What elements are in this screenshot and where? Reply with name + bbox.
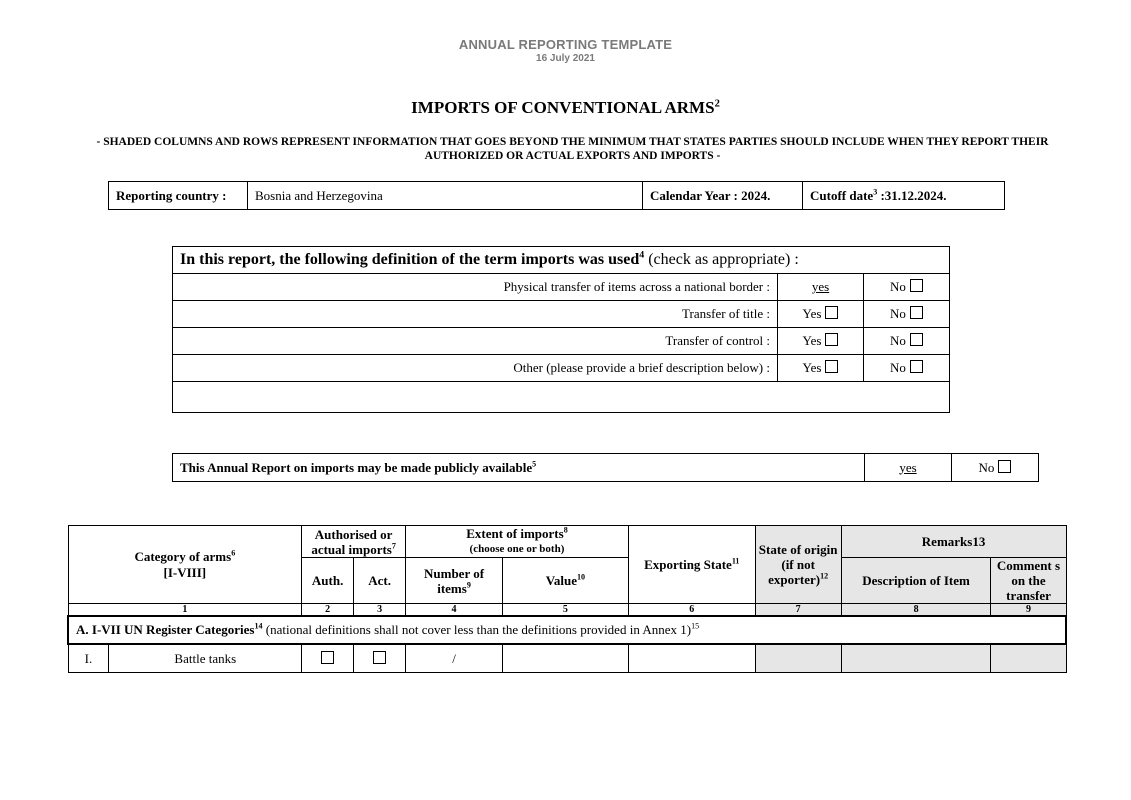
column-number: 6 <box>628 604 755 617</box>
column-number: 4 <box>406 604 503 617</box>
template-title: ANNUAL REPORTING TEMPLATE <box>458 37 673 52</box>
reporting-info-table <box>108 181 1005 210</box>
column-number: 2 <box>302 604 354 617</box>
public-no-checkbox[interactable]: No <box>952 454 1039 482</box>
column-number: 1 <box>68 604 302 617</box>
row-category-name: Battle tanks <box>109 644 302 673</box>
subtitle: - SHADED COLUMNS AND ROWS REPRESENT INFORMATION THAT GOES BEYOND THE MINIMUM THAT STATES PARTIES SHOULD INCLUDE WHEN THEY REPORT THEIR AUTHORIZED OR ACTUAL EXPORTS AND IMPORTS - <box>96 136 1049 162</box>
row-roman: I. <box>68 644 109 673</box>
act-checkbox-cell[interactable] <box>354 644 406 673</box>
checkbox-icon[interactable] <box>321 651 334 664</box>
checkbox-icon[interactable] <box>910 279 923 292</box>
column-number: 3 <box>354 604 406 617</box>
public-label: This Annual Report on imports may be made publicly available$^5$ <box>173 454 865 482</box>
definition-no-checkbox[interactable]: No <box>864 328 950 355</box>
definition-yes-checkbox[interactable]: Yes <box>778 301 864 328</box>
checkbox-icon[interactable] <box>373 651 386 664</box>
number-items-header: Number of items$^9$ <box>406 558 503 604</box>
checkbox-icon[interactable] <box>825 306 838 319</box>
value-cell[interactable] <box>502 644 628 673</box>
extent-header: Extent of imports$^8$ (choose one or both) <box>406 526 629 558</box>
public-yes-checked[interactable]: yes <box>865 454 952 482</box>
definition-row-label: Physical transfer of items across a national border : <box>173 274 778 301</box>
calendar-year[interactable]: Calendar Year : 2024. <box>643 182 803 210</box>
definition-yes-checkbox[interactable]: Yes <box>778 328 864 355</box>
number-items-cell[interactable]: / <box>406 644 503 673</box>
definition-row-label: Other (please provide a brief description below) : <box>173 355 778 382</box>
checkbox-icon[interactable] <box>998 460 1011 473</box>
country-value[interactable]: Bosnia and Herzegovina <box>248 182 643 210</box>
auth-header: Authorised or actual imports$^7$ <box>302 526 406 558</box>
description-cell[interactable] <box>841 644 991 673</box>
definition-no-checkbox[interactable]: No <box>864 301 950 328</box>
exporting-state-cell[interactable] <box>628 644 755 673</box>
comments-cell[interactable] <box>991 644 1066 673</box>
auth-checkbox-cell[interactable] <box>302 644 354 673</box>
checkbox-icon[interactable] <box>910 306 923 319</box>
act-column-header: Act. <box>354 558 406 604</box>
public-availability-table <box>172 453 1039 482</box>
auth-column-header: Auth. <box>302 558 354 604</box>
table-row <box>68 644 1066 673</box>
cutoff-date[interactable]: Cutoff date$^3$ :31.12.2024. <box>803 182 1005 210</box>
imports-table <box>67 525 1067 673</box>
column-number: 5 <box>502 604 628 617</box>
origin-header: State of origin (if not exporter)$^{12}$ <box>755 526 841 604</box>
comments-header: Comment s on the transfer <box>991 558 1066 604</box>
remarks-header: Remarks13 <box>841 526 1066 558</box>
section-a-header: A. I-VII UN Register Categories$^{14}$ (national definitions shall not cover less than the definitions provided in Annex 1)$^{15}$ <box>68 616 1066 644</box>
description-header: Description of Item <box>841 558 991 604</box>
template-date: 16 July 2021 <box>536 53 595 64</box>
checkbox-icon[interactable] <box>910 333 923 346</box>
definition-yes-checked[interactable]: yes <box>778 274 864 301</box>
page-title: IMPORTS OF CONVENTIONAL ARMS$^2$ <box>411 98 720 117</box>
definition-row-label: Transfer of title : <box>173 301 778 328</box>
checkbox-icon[interactable] <box>910 360 923 373</box>
column-number: 8 <box>841 604 991 617</box>
value-header: Value$^{10}$ <box>502 558 628 604</box>
column-number: 9 <box>991 604 1066 617</box>
checkbox-icon[interactable] <box>825 360 838 373</box>
definition-table <box>172 246 950 413</box>
definition-heading: In this report, the following definition of the term imports was used$^4$ (check as appropriate) : <box>173 247 950 274</box>
country-label: Reporting country : <box>109 182 248 210</box>
column-number: 7 <box>755 604 841 617</box>
definition-row-label: Transfer of control : <box>173 328 778 355</box>
definition-no-checkbox[interactable]: No <box>864 355 950 382</box>
definition-no-checkbox[interactable]: No <box>864 274 950 301</box>
other-description-field[interactable] <box>173 382 950 413</box>
checkbox-icon[interactable] <box>825 333 838 346</box>
exporting-state-header: Exporting State$^{11}$ <box>628 526 755 604</box>
definition-yes-checkbox[interactable]: Yes <box>778 355 864 382</box>
category-header: Category of arms$^6$ [I-VIII] <box>68 526 302 604</box>
origin-cell[interactable] <box>755 644 841 673</box>
